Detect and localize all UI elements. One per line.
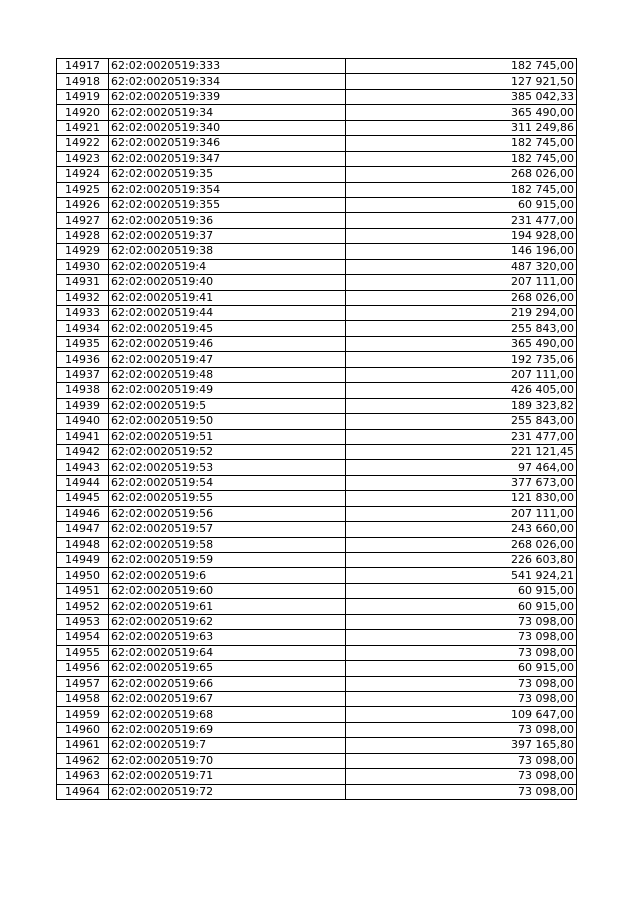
cadastral-number: 62:02:0020519:68 xyxy=(109,707,346,722)
cadastral-number: 62:02:0020519:41 xyxy=(109,290,346,305)
cadastral-number: 62:02:0020519:37 xyxy=(109,228,346,243)
table-row xyxy=(57,738,577,753)
row-number: 14926 xyxy=(57,197,109,212)
table-row xyxy=(57,213,577,228)
table-row xyxy=(57,753,577,768)
table-row xyxy=(57,244,577,259)
row-number: 14964 xyxy=(57,784,109,799)
table-row xyxy=(57,568,577,583)
table-row xyxy=(57,707,577,722)
row-number: 14952 xyxy=(57,599,109,614)
row-number: 14917 xyxy=(57,59,109,74)
row-number: 14945 xyxy=(57,491,109,506)
table-row xyxy=(57,583,577,598)
row-number: 14919 xyxy=(57,89,109,104)
row-number: 14963 xyxy=(57,769,109,784)
cadastral-value: 231 477,00 xyxy=(346,429,577,444)
table-row xyxy=(57,306,577,321)
row-number: 14932 xyxy=(57,290,109,305)
cadastral-number: 62:02:0020519:72 xyxy=(109,784,346,799)
cadastral-number: 62:02:0020519:52 xyxy=(109,444,346,459)
table-row xyxy=(57,645,577,660)
cadastral-value: 73 098,00 xyxy=(346,769,577,784)
cadastral-value: 365 490,00 xyxy=(346,105,577,120)
cadastral-number: 62:02:0020519:38 xyxy=(109,244,346,259)
cadastral-number: 62:02:0020519:58 xyxy=(109,537,346,552)
cadastral-number: 62:02:0020519:40 xyxy=(109,275,346,290)
cadastral-number: 62:02:0020519:48 xyxy=(109,367,346,382)
cadastral-value: 219 294,00 xyxy=(346,306,577,321)
cadastral-value: 182 745,00 xyxy=(346,182,577,197)
row-number: 14941 xyxy=(57,429,109,444)
cadastral-number: 62:02:0020519:61 xyxy=(109,599,346,614)
cadastral-number: 62:02:0020519:51 xyxy=(109,429,346,444)
row-number: 14929 xyxy=(57,244,109,259)
cadastral-number: 62:02:0020519:66 xyxy=(109,676,346,691)
cadastral-number: 62:02:0020519:71 xyxy=(109,769,346,784)
cadastral-number: 62:02:0020519:334 xyxy=(109,74,346,89)
table-row xyxy=(57,136,577,151)
table-row xyxy=(57,59,577,74)
cadastral-value: 60 915,00 xyxy=(346,599,577,614)
cadastral-table xyxy=(56,58,577,800)
cadastral-value: 207 111,00 xyxy=(346,367,577,382)
table-row xyxy=(57,506,577,521)
table-row xyxy=(57,614,577,629)
cadastral-number: 62:02:0020519:35 xyxy=(109,167,346,182)
row-number: 14935 xyxy=(57,336,109,351)
cadastral-number: 62:02:0020519:34 xyxy=(109,105,346,120)
table-row xyxy=(57,275,577,290)
cadastral-value: 182 745,00 xyxy=(346,136,577,151)
cadastral-value: 146 196,00 xyxy=(346,244,577,259)
row-number: 14948 xyxy=(57,537,109,552)
table-row xyxy=(57,429,577,444)
table-row xyxy=(57,460,577,475)
cadastral-value: 377 673,00 xyxy=(346,475,577,490)
cadastral-number: 62:02:0020519:347 xyxy=(109,151,346,166)
cadastral-number: 62:02:0020519:55 xyxy=(109,491,346,506)
cadastral-number: 62:02:0020519:56 xyxy=(109,506,346,521)
cadastral-value: 541 924,21 xyxy=(346,568,577,583)
table-row xyxy=(57,228,577,243)
row-number: 14959 xyxy=(57,707,109,722)
cadastral-number: 62:02:0020519:45 xyxy=(109,321,346,336)
cadastral-number: 62:02:0020519:36 xyxy=(109,213,346,228)
row-number: 14928 xyxy=(57,228,109,243)
table-row xyxy=(57,522,577,537)
cadastral-value: 97 464,00 xyxy=(346,460,577,475)
table-row xyxy=(57,151,577,166)
cadastral-value: 121 830,00 xyxy=(346,491,577,506)
cadastral-value: 73 098,00 xyxy=(346,753,577,768)
table-row xyxy=(57,630,577,645)
row-number: 14923 xyxy=(57,151,109,166)
cadastral-value: 73 098,00 xyxy=(346,630,577,645)
cadastral-value: 255 843,00 xyxy=(346,321,577,336)
cadastral-number: 62:02:0020519:339 xyxy=(109,89,346,104)
row-number: 14938 xyxy=(57,383,109,398)
cadastral-number: 62:02:0020519:7 xyxy=(109,738,346,753)
cadastral-value: 194 928,00 xyxy=(346,228,577,243)
cadastral-value: 73 098,00 xyxy=(346,645,577,660)
table-row xyxy=(57,259,577,274)
row-number: 14936 xyxy=(57,352,109,367)
cadastral-value: 221 121,45 xyxy=(346,444,577,459)
cadastral-value: 397 165,80 xyxy=(346,738,577,753)
cadastral-number: 62:02:0020519:62 xyxy=(109,614,346,629)
row-number: 14944 xyxy=(57,475,109,490)
row-number: 14957 xyxy=(57,676,109,691)
row-number: 14962 xyxy=(57,753,109,768)
cadastral-value: 192 735,06 xyxy=(346,352,577,367)
cadastral-value: 311 249,86 xyxy=(346,120,577,135)
table-row xyxy=(57,167,577,182)
cadastral-number: 62:02:0020519:50 xyxy=(109,414,346,429)
row-number: 14943 xyxy=(57,460,109,475)
row-number: 14960 xyxy=(57,722,109,737)
row-number: 14949 xyxy=(57,553,109,568)
table-row xyxy=(57,105,577,120)
cadastral-number: 62:02:0020519:57 xyxy=(109,522,346,537)
row-number: 14924 xyxy=(57,167,109,182)
cadastral-number: 62:02:0020519:340 xyxy=(109,120,346,135)
cadastral-value: 268 026,00 xyxy=(346,167,577,182)
cadastral-number: 62:02:0020519:59 xyxy=(109,553,346,568)
row-number: 14921 xyxy=(57,120,109,135)
row-number: 14925 xyxy=(57,182,109,197)
cadastral-number: 62:02:0020519:46 xyxy=(109,336,346,351)
cadastral-number: 62:02:0020519:67 xyxy=(109,691,346,706)
table-row xyxy=(57,367,577,382)
table-row xyxy=(57,691,577,706)
row-number: 14922 xyxy=(57,136,109,151)
cadastral-number: 62:02:0020519:53 xyxy=(109,460,346,475)
cadastral-number: 62:02:0020519:63 xyxy=(109,630,346,645)
table-row xyxy=(57,769,577,784)
table-body xyxy=(57,59,577,800)
row-number: 14920 xyxy=(57,105,109,120)
cadastral-number: 62:02:0020519:4 xyxy=(109,259,346,274)
cadastral-value: 73 098,00 xyxy=(346,722,577,737)
cadastral-value: 243 660,00 xyxy=(346,522,577,537)
row-number: 14954 xyxy=(57,630,109,645)
row-number: 14934 xyxy=(57,321,109,336)
cadastral-number: 62:02:0020519:49 xyxy=(109,383,346,398)
table-row xyxy=(57,661,577,676)
cadastral-value: 60 915,00 xyxy=(346,583,577,598)
cadastral-number: 62:02:0020519:70 xyxy=(109,753,346,768)
cadastral-value: 73 098,00 xyxy=(346,784,577,799)
cadastral-value: 207 111,00 xyxy=(346,506,577,521)
table-row xyxy=(57,336,577,351)
cadastral-number: 62:02:0020519:5 xyxy=(109,398,346,413)
row-number: 14947 xyxy=(57,522,109,537)
table-row xyxy=(57,290,577,305)
cadastral-number: 62:02:0020519:54 xyxy=(109,475,346,490)
cadastral-value: 487 320,00 xyxy=(346,259,577,274)
cadastral-number: 62:02:0020519:333 xyxy=(109,59,346,74)
table-row xyxy=(57,197,577,212)
cadastral-number: 62:02:0020519:44 xyxy=(109,306,346,321)
table-row xyxy=(57,599,577,614)
cadastral-number: 62:02:0020519:69 xyxy=(109,722,346,737)
table-row xyxy=(57,383,577,398)
cadastral-value: 60 915,00 xyxy=(346,197,577,212)
cadastral-number: 62:02:0020519:60 xyxy=(109,583,346,598)
row-number: 14931 xyxy=(57,275,109,290)
table-row xyxy=(57,553,577,568)
row-number: 14930 xyxy=(57,259,109,274)
table-row xyxy=(57,398,577,413)
row-number: 14939 xyxy=(57,398,109,413)
cadastral-number: 62:02:0020519:65 xyxy=(109,661,346,676)
row-number: 14953 xyxy=(57,614,109,629)
cadastral-value: 182 745,00 xyxy=(346,151,577,166)
row-number: 14937 xyxy=(57,367,109,382)
row-number: 14942 xyxy=(57,444,109,459)
cadastral-value: 73 098,00 xyxy=(346,614,577,629)
cadastral-number: 62:02:0020519:355 xyxy=(109,197,346,212)
row-number: 14933 xyxy=(57,306,109,321)
table-row xyxy=(57,444,577,459)
table-row xyxy=(57,676,577,691)
cadastral-value: 182 745,00 xyxy=(346,59,577,74)
cadastral-value: 426 405,00 xyxy=(346,383,577,398)
cadastral-value: 268 026,00 xyxy=(346,290,577,305)
table-row xyxy=(57,321,577,336)
row-number: 14951 xyxy=(57,583,109,598)
row-number: 14950 xyxy=(57,568,109,583)
cadastral-value: 109 647,00 xyxy=(346,707,577,722)
cadastral-number: 62:02:0020519:47 xyxy=(109,352,346,367)
table-row xyxy=(57,74,577,89)
cadastral-value: 207 111,00 xyxy=(346,275,577,290)
row-number: 14958 xyxy=(57,691,109,706)
row-number: 14946 xyxy=(57,506,109,521)
cadastral-value: 226 603,80 xyxy=(346,553,577,568)
cadastral-value: 385 042,33 xyxy=(346,89,577,104)
row-number: 14918 xyxy=(57,74,109,89)
cadastral-value: 127 921,50 xyxy=(346,74,577,89)
cadastral-value: 268 026,00 xyxy=(346,537,577,552)
row-number: 14956 xyxy=(57,661,109,676)
table-row xyxy=(57,120,577,135)
row-number: 14927 xyxy=(57,213,109,228)
row-number: 14940 xyxy=(57,414,109,429)
cadastral-number: 62:02:0020519:64 xyxy=(109,645,346,660)
table-row xyxy=(57,475,577,490)
table-row xyxy=(57,722,577,737)
cadastral-value: 189 323,82 xyxy=(346,398,577,413)
cadastral-value: 60 915,00 xyxy=(346,661,577,676)
cadastral-number: 62:02:0020519:354 xyxy=(109,182,346,197)
table-row xyxy=(57,414,577,429)
cadastral-value: 73 098,00 xyxy=(346,691,577,706)
cadastral-number: 62:02:0020519:6 xyxy=(109,568,346,583)
cadastral-value: 365 490,00 xyxy=(346,336,577,351)
table-row xyxy=(57,491,577,506)
cadastral-value: 231 477,00 xyxy=(346,213,577,228)
table-row xyxy=(57,89,577,104)
cadastral-number: 62:02:0020519:346 xyxy=(109,136,346,151)
cadastral-value: 255 843,00 xyxy=(346,414,577,429)
cadastral-value: 73 098,00 xyxy=(346,676,577,691)
table-row xyxy=(57,784,577,799)
table-row xyxy=(57,537,577,552)
row-number: 14961 xyxy=(57,738,109,753)
table-row xyxy=(57,182,577,197)
table-row xyxy=(57,352,577,367)
row-number: 14955 xyxy=(57,645,109,660)
